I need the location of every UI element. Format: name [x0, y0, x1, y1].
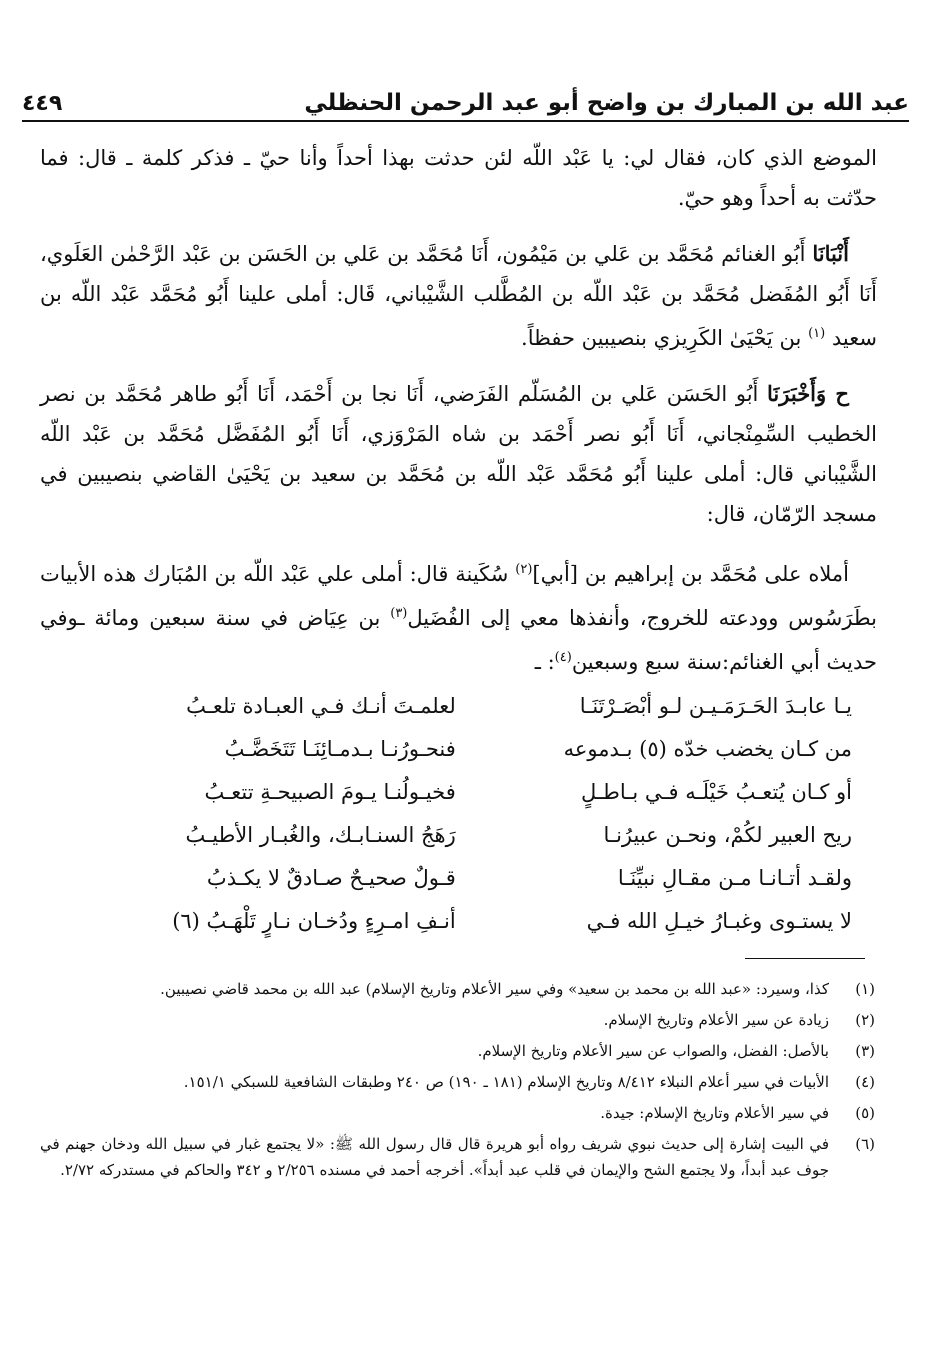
running-title: عبد الله بن المبارك بن واضح أبو عبد الرحمن الحنظلي: [304, 90, 909, 116]
verse-second-hemistich: رَهَجُ السنـابـك، والغُبـار الأطيـبُ: [185, 822, 456, 847]
header-rule: [22, 120, 909, 122]
footnote-text: بالأصل: الفضل، والصواب عن سير الأعلام وتاريخ الإسلام.: [477, 1042, 829, 1060]
footnote: [40, 1007, 875, 1033]
verse-first-hemistich: ريح العبير لكُمْ، ونحـن عبيرُنـا: [603, 822, 852, 847]
footnote-ref-3: (٣): [390, 606, 408, 621]
footnote: [40, 976, 875, 1002]
paragraph-3-lead: ح وَأَخْبَرَنَا: [767, 381, 849, 406]
paragraph-2-lead: أَنْبَانَا: [812, 241, 849, 266]
verse-line: [90, 856, 852, 899]
poem: [90, 684, 852, 942]
verse-first-hemistich: من كـان يخضب خدّه (٥) بـدموعه: [563, 736, 852, 761]
footnote-number: (٢): [855, 1011, 875, 1029]
paragraph-4-part-a: أملاه على مُحَمَّد بن إبراهيم بن [أبي]: [532, 562, 849, 586]
verse-line: [90, 727, 852, 770]
footnote-text: في سير الأعلام وتاريخ الإسلام: جيدة.: [600, 1104, 829, 1122]
main-text: [40, 138, 877, 698]
page-header: [22, 70, 909, 116]
paragraph-4-part-d: : ـ: [534, 650, 555, 674]
verse-first-hemistich: أو كـان يُتعـبُ خَيْلَـه فـي بـاطـلٍ: [581, 779, 852, 804]
page-number: ٤٤٩: [22, 91, 63, 116]
verse-line: [90, 770, 852, 813]
paragraph-4-part-c: بن عِيَاض في سنة سبعين ومائة ـوفي حديث أبي الغنائم:سنة سبع وسبعين: [40, 606, 877, 674]
verse-second-hemistich: لعلمـتَ أنـك فـي العبـادة تلعـبُ: [186, 693, 456, 718]
footnote: [40, 1038, 875, 1064]
footnote-ref-1: (١): [808, 326, 826, 341]
footnote-number: (١): [855, 980, 875, 998]
verse-line: [90, 813, 852, 856]
paragraph-4: [40, 550, 877, 682]
paragraph-3-text: أَبُو الحَسَن عَلي بن المُسَلّم الفَرَضي، أَنَا نجا بن أَحْمَد، أَنَا أَبُو طاهر مُحَمَّد بن نصر الخطيب السِّمِنْجاني، أَنَا أَبُو نصر أَحْمَد بن شاه المَرْوَزي، أَنَا أَبُو المُفَضَّل مُحَمَّد بن عَبْد اللّه الشَّيْباني قال: أملى علينا أَبُو مُحَمَّد عَبْد اللّه بن مُحَمَّد بن سعيد بن يَحْيَىٰ القاضي بنصيبين في مسجد الرّمّان، قال:: [40, 382, 877, 526]
paragraph-3: [40, 374, 877, 534]
footnote-ref-2: (٢): [515, 562, 533, 577]
verse-second-hemistich: فنحـورُنـا بـدمـائِنَـا تَتَخَضَّـبُ: [224, 736, 456, 761]
footnotes: [40, 976, 875, 1188]
paragraph-1-text: الموضع الذي كان، فقال لي: يا عَبْد اللّه لئن حدثت بهذا أحداً وأنا حيّ ـ فذكر كلمة ـ قال: فما حدّثت به أحداً وهو حيّ.: [40, 146, 877, 210]
paragraph-4-part-b: سُكَينة قال: أملى علي عَبْد اللّه بن المُبَارك هذه الأبيات بطَرَسُوس وودعته للخروج، وأنفذها معي إلى الفُضَيل: [40, 562, 877, 630]
verse-second-hemistich: أنـفِ امـرِءٍ ودُخـان نـارٍ تَلْهَـبُ (٦): [172, 908, 456, 933]
verse-first-hemistich: لا يستـوى وغبـارُ خيـلِ الله فـي: [586, 908, 852, 933]
footnote-number: (٤): [855, 1073, 875, 1091]
verse-second-hemistich: فخيـولُنـا يـومَ الصبيحـةِ تتعـبُ: [204, 779, 456, 804]
paragraph-2: [40, 234, 877, 358]
footnote: [40, 1100, 875, 1126]
footnote-separator: [745, 958, 865, 959]
verse-line: [90, 899, 852, 942]
paragraph-1: [40, 138, 877, 218]
footnote-text: زيادة عن سير الأعلام وتاريخ الإسلام.: [603, 1011, 829, 1029]
verse-first-hemistich: يـا عابـدَ الحَـرَمَـيـن لـو أبْصَـرْتَنَـا: [579, 693, 852, 718]
footnote-number: (٥): [855, 1104, 875, 1122]
footnote: [40, 1069, 875, 1095]
paragraph-2-tail: بن يَحْيَىٰ الكَرِيزي بنصيبين حفظاً.: [521, 326, 802, 350]
verse-line: [90, 684, 852, 727]
verse-first-hemistich: ولقـد أتـانـا مـن مقـالِ نبيِّنَـا: [617, 865, 852, 890]
footnote-text: كذا، وسيرد: «عبد الله بن محمد بن سعيد» وفي سير الأعلام وتاريخ الإسلام) عبد الله بن محمد قاضي نصيبين.: [160, 980, 829, 998]
footnote-number: (٣): [855, 1042, 875, 1060]
footnote-number: (٦): [855, 1135, 875, 1153]
footnote-text: في البيت إشارة إلى حديث نبوي شريف رواه أبو هريرة قال قال رسول الله ﷺ: «لا يجتمع غبار في سبيل الله ودخان جهنم في جوف عبد أبداً، ولا يجتمع الشح والإيمان في قلب عبد أبداً». أخرجه أحمد في مسنده ٢/٢٥٦ و ٣٤٢ والحاكم في مستدركه ٢/٧٢.: [40, 1135, 829, 1179]
paragraph-2-text: أَبُو الغنائم مُحَمَّد بن عَلي بن مَيْمُون، أَنَا مُحَمَّد بن عَلي بن الحَسَن بن عَبْد الرَّحْمٰن العَلَوي، أَنَا أَبُو المُفَضل مُحَمَّد بن عَبْد اللّه بن المُطَّلب الشَّيْباني، قَال: أملى علينا أَبُو مُحَمَّد عَبْد اللّه بن سعيد: [40, 242, 877, 350]
footnote-ref-4: (٤): [554, 650, 572, 665]
verse-second-hemistich: قـولٌ صحيـحٌ صـادقٌ لا يكـذبُ: [206, 865, 456, 890]
footnote: [40, 1131, 875, 1183]
footnote-text: الأبيات في سير أعلام النبلاء ٨/٤١٢ وتاريخ الإسلام (١٨١ ـ ١٩٠) ص ٢٤٠ وطبقات الشافعية للسبكي ١٥١/١.: [183, 1073, 829, 1091]
